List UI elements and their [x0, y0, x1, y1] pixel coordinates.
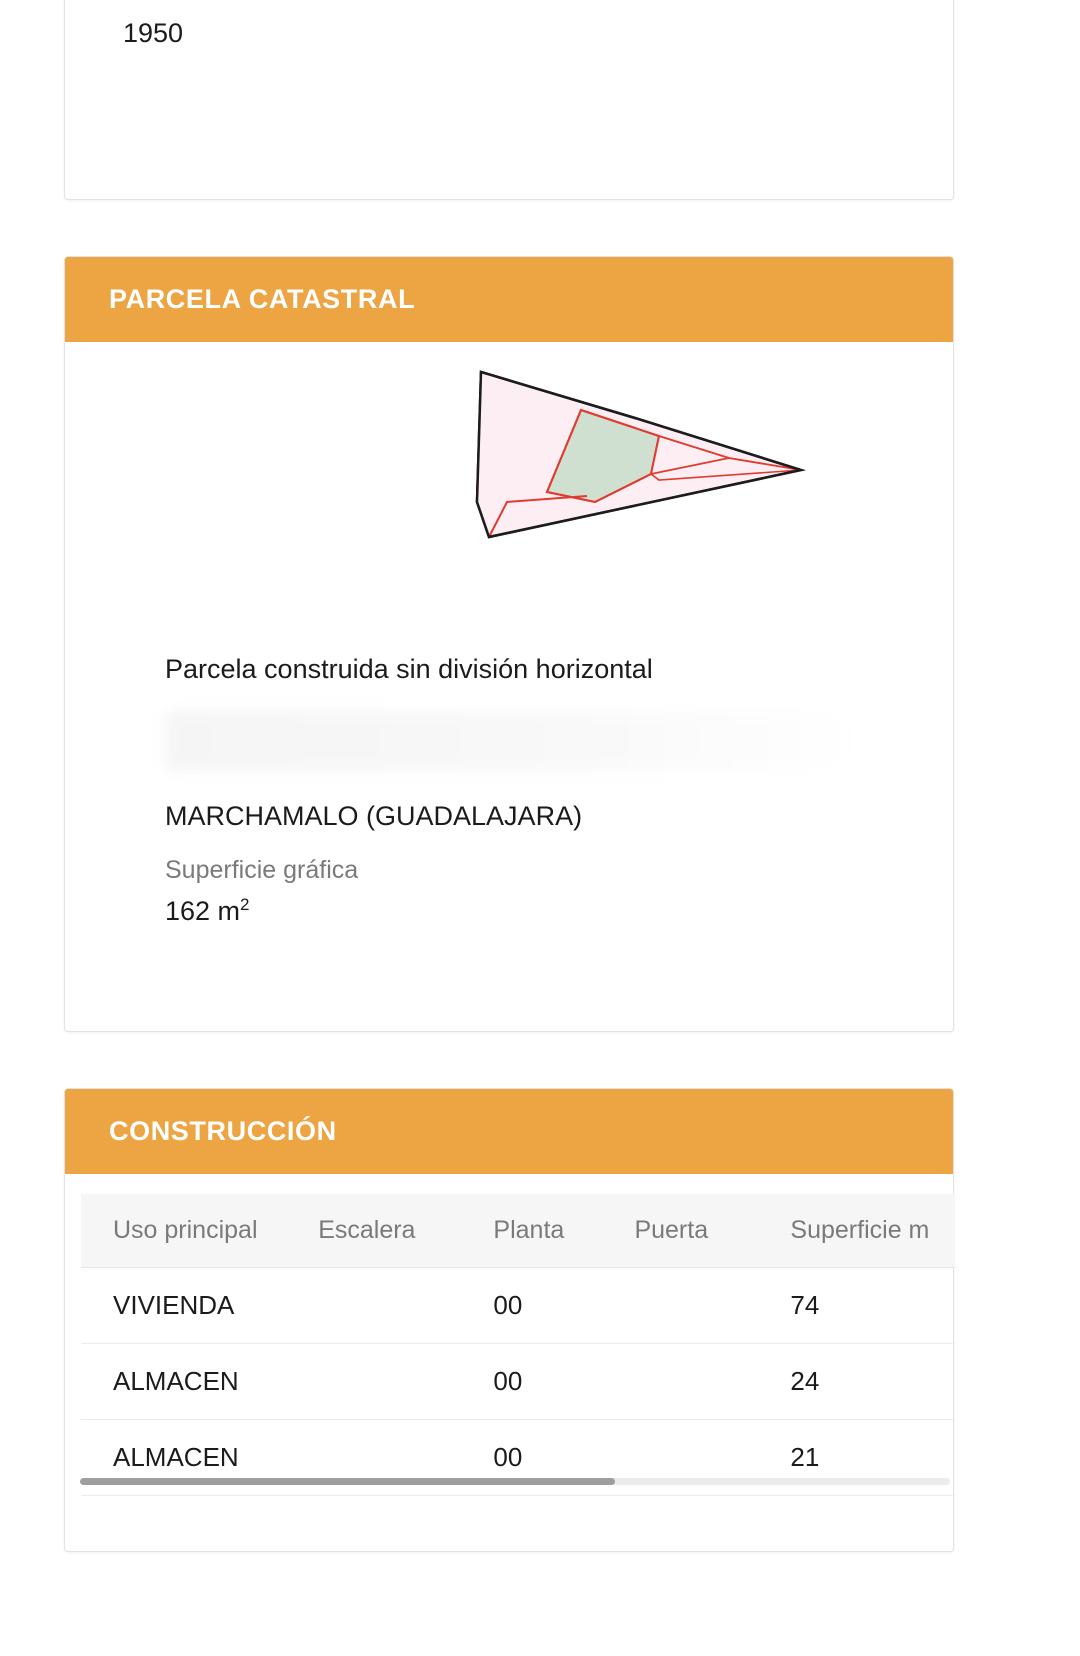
column-planta: Planta — [493, 1194, 634, 1268]
parcela-municipality: MARCHAMALO (GUADALAJARA) — [165, 801, 583, 831]
parcela-body — [65, 342, 953, 947]
parcela-catastral-header: PARCELA CATASTRAL — [65, 257, 953, 342]
column-superficie: Superficie m — [790, 1194, 955, 1268]
cell-puerta — [634, 1344, 790, 1420]
anio-construccion-value: 1950 — [123, 18, 184, 48]
cell-uso: ALMACEN — [81, 1420, 318, 1496]
construccion-header: CONSTRUCCIÓN — [65, 1089, 953, 1174]
cell-superficie: 21 — [790, 1420, 955, 1496]
table-header-row — [81, 1194, 955, 1268]
parcel-map[interactable] — [165, 342, 853, 642]
construccion-table — [81, 1194, 955, 1496]
column-puerta: Puerta — [634, 1194, 790, 1268]
superficie-grafica-value: 162 $m^2$ — [165, 895, 250, 926]
cell-planta: 00 — [493, 1420, 634, 1496]
cell-escalera — [318, 1344, 493, 1420]
column-escalera: Escalera — [318, 1194, 493, 1268]
cell-planta: 00 — [493, 1344, 634, 1420]
cell-escalera — [318, 1268, 493, 1344]
cell-uso: ALMACEN — [81, 1344, 318, 1420]
table-row[interactable] — [81, 1344, 955, 1420]
datos-inmueble-card — [64, 0, 954, 200]
cell-superficie: 24 — [790, 1344, 955, 1420]
construccion-horizontal-scrollbar[interactable] — [80, 1478, 950, 1485]
scrollbar-thumb[interactable] — [80, 1478, 615, 1485]
parcel-polygon-icon — [189, 362, 829, 622]
parcela-obscured-block — [165, 711, 853, 771]
superficie-grafica-label: Superficie gráfica — [165, 856, 359, 884]
cell-planta: 00 — [493, 1268, 634, 1344]
cell-puerta — [634, 1268, 790, 1344]
cell-uso: VIVIENDA — [81, 1268, 318, 1344]
cell-superficie: 74 — [790, 1268, 955, 1344]
table-row[interactable] — [81, 1268, 955, 1344]
parcela-catastral-card — [64, 256, 954, 1032]
column-uso-principal: Uso principal — [81, 1194, 318, 1268]
parcela-caption: Parcela construida sin división horizontal — [165, 654, 653, 684]
anio-construccion-label — [123, 0, 895, 9]
construccion-table-wrap[interactable] — [81, 1194, 955, 1496]
